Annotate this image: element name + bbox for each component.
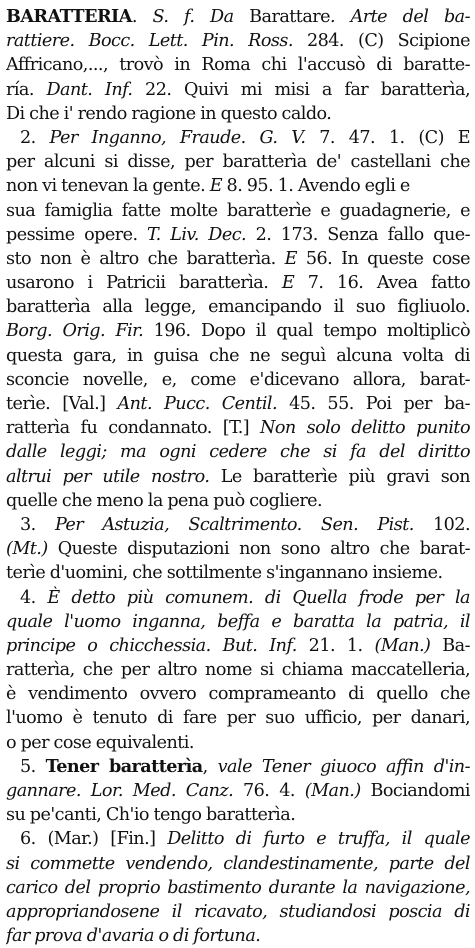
text-run: ratterìa fu condannato. [T.]	[6, 418, 261, 439]
text-line	[6, 779, 470, 803]
text-run: pessime opere.	[6, 224, 148, 245]
text-run: Barattare	[249, 7, 330, 27]
italic-text: principe o chicchessia. But. Inf.	[6, 635, 297, 656]
italic-text: Ant. Pucc. Centil.	[117, 394, 278, 414]
text-run: per alcuni si disse, per baratterìa de' castellani che	[6, 152, 470, 173]
text-line	[6, 513, 470, 537]
italic-text: si commette vendendo, clandestinamente, parte del	[6, 853, 470, 874]
italic-text: Per Astuzia, Scaltrimento. Sen. Pist.	[54, 514, 414, 535]
text-run: non vi tenevan la gente.	[6, 176, 210, 197]
text-run: Di che i' rendo ragione in questo caldo.	[6, 103, 332, 124]
text-run: 21. 1.	[296, 635, 375, 656]
italic-text: E	[281, 273, 295, 294]
text-run: è vendimento ovvero comprameanto di quello che	[6, 684, 470, 705]
text-run: sto non è altro che baratterìa.	[6, 248, 285, 269]
text-run: o per cose equivalenti.	[6, 732, 194, 753]
text-run: 76. 4.	[233, 781, 305, 801]
text-line	[6, 924, 470, 948]
italic-text: vale Tener giuoco affin d'in-	[217, 756, 470, 777]
text-line	[6, 416, 470, 440]
italic-text: E	[209, 176, 223, 197]
text-run: 6. (Mar.) [Fin.]	[20, 829, 168, 850]
text-line	[6, 634, 470, 658]
text-run: ría.	[6, 79, 47, 100]
text-run: Bociandomi	[360, 781, 470, 801]
text-run: 22. Quivi mi misi a far baratterìa,	[132, 79, 470, 100]
italic-text: carico del proprio bastimento durante la navigazione,	[6, 877, 470, 898]
text-run: 8. 95. 1. Avendo egli e	[222, 176, 410, 197]
italic-text: (Mt.)	[6, 539, 48, 560]
text-run: sconcie novelle, e, come e'dicevano allora, barat-	[6, 369, 470, 390]
text-line	[6, 271, 470, 295]
italic-text: Delitto di furto e truffa, il quale	[167, 829, 470, 850]
text-run: sua famiglia fatte molte baratterìe e guadagnerie, e	[6, 200, 470, 221]
italic-text: (Man.)	[304, 781, 361, 801]
text-line	[6, 561, 470, 585]
italic-text: (Man.)	[374, 635, 431, 656]
text-run: Affricano,..., trovò in Roma chi l'accusò di baratte-	[6, 55, 470, 76]
italic-text: far prova d'avaria o di fortuna.	[6, 926, 261, 947]
text-run: 45. 55. Poi per ba-	[277, 394, 470, 414]
italic-text: S. f. Da	[152, 7, 250, 27]
italic-text: T. Liv. Dec.	[147, 224, 247, 245]
text-run: 2. 173. Senza fallo que-	[246, 224, 470, 245]
text-line	[6, 199, 470, 223]
text-line	[6, 876, 470, 900]
text-run: ratterìa, che per altro nome si chiama maccatelleria,	[6, 660, 470, 681]
italic-text: E	[284, 248, 297, 269]
text-line	[6, 392, 470, 416]
italic-text: È detto più comunem. di Quella frode per la	[47, 587, 470, 608]
headword-text: BARATTERIA	[6, 6, 132, 27]
italic-text: rattiere. Bocc. Lett. Pin. Ross.	[6, 31, 293, 52]
text-line	[6, 102, 470, 126]
text-run: 7. 16. Avea fatto	[294, 273, 470, 294]
text-run: l'uomo è tenuto di fare per suo ufficio, per danari,	[6, 708, 470, 729]
text-run: 2.	[20, 127, 50, 148]
text-run: 284. (C) Scipione	[292, 31, 470, 52]
italic-text: altrui per utile nostro.	[6, 466, 210, 487]
text-run: 102.	[413, 514, 470, 535]
text-line	[6, 706, 470, 730]
text-run: quelle che meno la pena può cogliere.	[6, 490, 323, 511]
italic-text: Per Inganno, Fraude. G. V.	[49, 127, 306, 148]
headword-text: Tener baratterìa	[45, 755, 203, 777]
text-line	[6, 803, 470, 827]
text-line	[6, 852, 470, 876]
text-line	[6, 465, 470, 489]
text-run: 7. 47. 1. (C) E	[305, 127, 470, 148]
text-line	[6, 731, 470, 755]
text-line	[6, 610, 470, 634]
italic-text: gannare. Lor. Med. Canz.	[6, 781, 234, 801]
text-line	[6, 126, 470, 150]
text-line	[6, 223, 470, 247]
italic-text: . Arte del ba-	[329, 7, 470, 27]
text-line	[6, 368, 470, 392]
text-run: Le baratterìe più gravi son	[209, 466, 470, 487]
italic-text: dalle leggi; ma ogni cedere che si fa del diritto	[6, 442, 470, 463]
text-line	[6, 658, 470, 682]
italic-text: quale l'uomo inganna, beffa e baratta la patria, il	[6, 611, 470, 632]
text-line	[6, 537, 470, 561]
dictionary-entry-baratteria	[6, 5, 470, 948]
text-run: ,	[202, 756, 218, 777]
text-run: questa gara, in guisa che ne seguì alcuna volta di	[6, 345, 470, 366]
text-line	[6, 319, 470, 343]
italic-text: Non solo delitto punito	[260, 418, 470, 439]
text-run: 56. In queste cose	[296, 248, 470, 269]
text-run: Queste disputazioni non sono altro che barat-	[47, 539, 470, 560]
text-line	[6, 900, 470, 924]
text-run: baratterìa alla legge, emancipando il suo figliuolo.	[6, 297, 470, 318]
text-line	[6, 5, 470, 29]
text-line	[6, 150, 470, 174]
text-run: su pe'canti, Ch'io tengo baratterìa.	[6, 805, 296, 826]
text-run: usarono i Patricii baratterìa.	[6, 273, 282, 294]
text-run: terìe. [Val.]	[6, 394, 118, 414]
text-line	[6, 295, 470, 319]
text-run: 4.	[20, 587, 48, 608]
text-line	[6, 755, 470, 779]
text-line	[6, 827, 470, 851]
text-line	[6, 682, 470, 706]
text-line	[6, 174, 470, 198]
text-line	[6, 247, 470, 271]
text-run: terìe d'uomini, che sottilmente s'ingannano insieme.	[6, 563, 443, 584]
text-run: .	[131, 7, 153, 27]
text-line	[6, 53, 470, 77]
text-line	[6, 440, 470, 464]
text-line	[6, 29, 470, 53]
text-line	[6, 586, 470, 610]
italic-text: Borg. Orig. Fir.	[6, 321, 144, 342]
text-run: 196. Dopo il qual tempo moltiplicò	[143, 321, 470, 342]
text-run: 5.	[20, 756, 46, 777]
text-line	[6, 489, 470, 513]
text-run: 3.	[20, 514, 55, 535]
text-line	[6, 344, 470, 368]
text-line	[6, 78, 470, 102]
text-run: Ba-	[430, 635, 470, 656]
italic-text: Dant. Inf.	[46, 79, 133, 100]
italic-text: appropriandosene il ricavato, studiandosi poscia di	[6, 901, 470, 922]
